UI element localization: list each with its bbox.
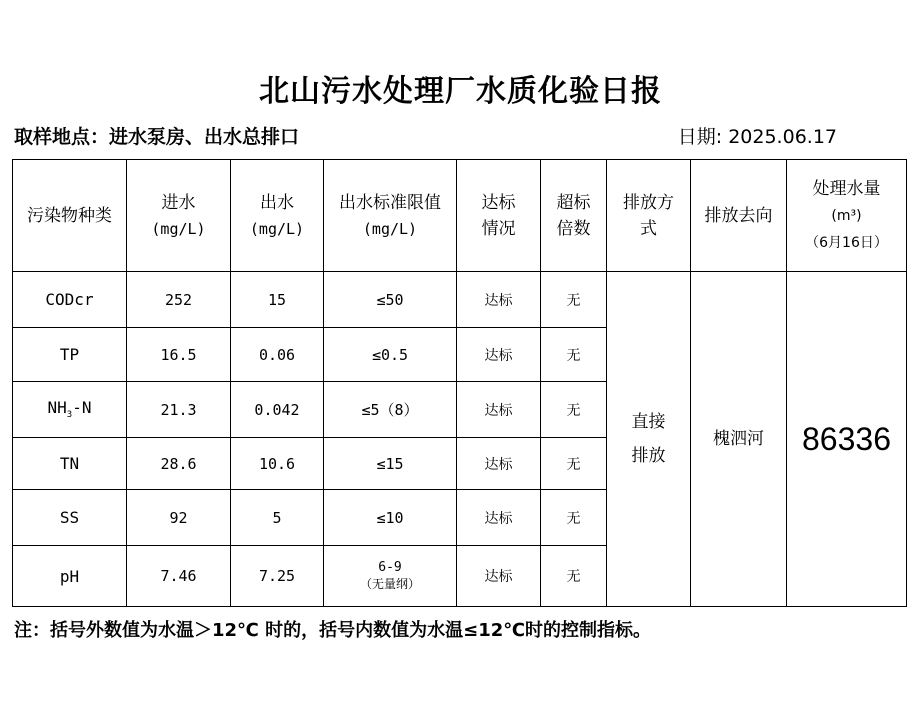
effluent-cell: 0.042	[231, 382, 324, 438]
effluent-cell: 15	[231, 272, 324, 328]
header-volume: 处理水量 (m³) （6月16日）	[787, 160, 907, 272]
discharge-method-cell: 直接 排放	[607, 272, 691, 607]
influent-cell: 16.5	[127, 328, 231, 382]
sampling-location: 取样地点：进水泵房、出水总排口	[14, 126, 300, 148]
limit-cell: 6-9 （无量纲）	[324, 546, 457, 607]
effluent-cell: 5	[231, 490, 324, 546]
report-title: 北山污水处理厂水质化验日报	[259, 74, 662, 109]
exceed-cell: 无	[541, 382, 607, 438]
compliance-cell: 达标	[457, 438, 541, 490]
effluent-cell: 0.06	[231, 328, 324, 382]
header-discharge-destination: 排放去向	[691, 160, 787, 272]
exceed-cell: 无	[541, 438, 607, 490]
exceed-cell: 无	[541, 546, 607, 607]
table-row	[13, 272, 907, 328]
header-row	[13, 160, 907, 272]
influent-cell: 28.6	[127, 438, 231, 490]
influent-cell: 92	[127, 490, 231, 546]
pollutant-cell: CODcr	[13, 272, 127, 328]
compliance-cell: 达标	[457, 490, 541, 546]
influent-cell: 21.3	[127, 382, 231, 438]
pollutant-cell: TP	[13, 328, 127, 382]
compliance-cell: 达标	[457, 272, 541, 328]
treated-volume-cell: 86336	[787, 272, 907, 607]
exceed-cell: 无	[541, 272, 607, 328]
header-discharge-method: 排放方 式	[607, 160, 691, 272]
header-limit: 出水标准限值 (mg/L)	[324, 160, 457, 272]
header-influent: 进水 (mg/L)	[127, 160, 231, 272]
header-pollutant: 污染物种类	[13, 160, 127, 272]
header-exceed: 超标 倍数	[541, 160, 607, 272]
limit-cell: ≤50	[324, 272, 457, 328]
influent-cell: 252	[127, 272, 231, 328]
footnote: 注：括号外数值为水温＞12℃ 时的，括号内数值为水温≤12℃时的控制指标。	[14, 620, 652, 641]
header-compliance: 达标 情况	[457, 160, 541, 272]
header-effluent: 出水 (mg/L)	[231, 160, 324, 272]
compliance-cell: 达标	[457, 546, 541, 607]
effluent-cell: 7.25	[231, 546, 324, 607]
effluent-cell: 10.6	[231, 438, 324, 490]
compliance-cell: 达标	[457, 382, 541, 438]
exceed-cell: 无	[541, 490, 607, 546]
pollutant-cell: TN	[13, 438, 127, 490]
limit-cell: ≤15	[324, 438, 457, 490]
pollutant-cell: pH	[13, 546, 127, 607]
water-quality-table	[12, 159, 907, 607]
limit-cell: ≤10	[324, 490, 457, 546]
exceed-cell: 无	[541, 328, 607, 382]
limit-cell: ≤5（8）	[324, 382, 457, 438]
pollutant-cell: $NH_3-N$	[13, 382, 127, 438]
compliance-cell: 达标	[457, 328, 541, 382]
pollutant-cell: SS	[13, 490, 127, 546]
influent-cell: 7.46	[127, 546, 231, 607]
report-date: 日期: 2025.06.17	[677, 126, 837, 148]
limit-cell: ≤0.5	[324, 328, 457, 382]
discharge-destination-cell: 槐泗河	[691, 272, 787, 607]
